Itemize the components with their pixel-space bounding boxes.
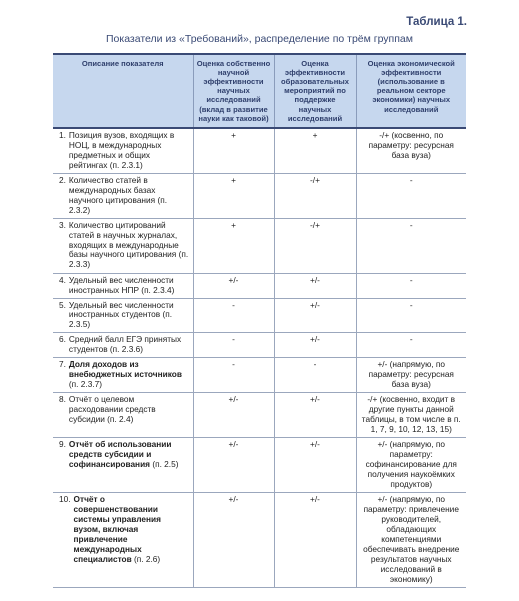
educational-efficiency-mark: -/+ [274,173,356,218]
indicator-description [53,437,193,492]
educational-efficiency-mark: +/- [274,298,356,333]
scientific-efficiency-mark: - [193,358,274,393]
indicator-text-bold: Отчёт об использовании средств субсидии и софинансирования [68,438,172,469]
column-header-educational-efficiency: Оценка эффективности образовательных мероприятий по поддержке научных исследований [274,54,356,128]
indicator-number: 4. [59,274,66,285]
indicator-text [74,495,190,565]
indicator-number: 1. [59,130,66,140]
table-row [53,218,466,273]
indicator-text [69,131,190,171]
indicator-text-plain: Позиция вузов, входящих в НОЦ, в международных предметных и общих рейтингах (п. 2.3.1) [68,130,175,170]
column-header-economic-efficiency: Оценка экономической эффективности (использование в реальном секторе экономики) научных исследований [356,54,466,128]
indicator-reference: (п. 2.3.7) [68,379,103,390]
column-header-scientific-efficiency: Оценка собственно научной эффективности научных исследований (вклад в развитие науки как таковой) [193,54,274,128]
educational-efficiency-mark: +/- [274,437,356,492]
indicator-text-plain: Средний балл ЕГЭ принятых студентов (п. 2.3.6) [68,334,182,355]
table-row [53,333,466,358]
economic-efficiency-mark: - [356,273,466,298]
economic-efficiency-mark: - [356,218,466,273]
scientific-efficiency-mark: + [193,218,274,273]
indicator-text-bold: Доля доходов из внебюджетных источников [68,359,182,380]
indicator-text-plain: Количество цитирований статей в научных журналах, входящих в международные базы научного цитирования (п. 2.3.3) [68,219,189,270]
indicator-description [53,173,193,218]
economic-efficiency-mark: - [356,173,466,218]
table-row [53,273,466,298]
economic-efficiency-mark: +/- (напрямую, по параметру: привлечение руководителей, обладающих компетенциями обеспечивать внедрение результатов научных исследований в экономику) [356,492,466,587]
table-number: Таблица 1. [406,16,467,28]
indicator-description [53,333,193,358]
educational-efficiency-mark: + [274,128,356,173]
indicator-number: 8. [59,394,66,405]
indicator-text [69,360,190,390]
economic-efficiency-mark: - [356,298,466,333]
indicator-number: 6. [59,334,66,345]
educational-efficiency-mark: -/+ [274,218,356,273]
indicator-text [69,176,190,216]
indicator-number: 2. [59,174,66,185]
table-row [53,173,466,218]
indicator-text [69,395,190,425]
table-row [53,437,466,492]
table-header-row [53,54,466,128]
indicator-text [69,440,190,470]
economic-efficiency-mark: -/+ (косвенно, по параметру: ресурсная база вуза) [356,128,466,173]
educational-efficiency-mark: +/- [274,273,356,298]
scientific-efficiency-mark: +/- [193,393,274,438]
indicator-description [53,273,193,298]
indicator-reference: (п. 2.6) [131,553,161,564]
indicator-number: 9. [59,438,66,449]
column-header-description: Описание показателя [53,54,193,128]
indicator-text [69,335,190,355]
educational-efficiency-mark: - [274,358,356,393]
indicator-number: 7. [59,359,66,370]
indicator-description [53,298,193,333]
indicator-reference: (п. 2.5) [150,458,179,469]
educational-efficiency-mark: +/- [274,492,356,587]
indicator-description [53,393,193,438]
indicator-text-bold: Отчёт о совершенствовании системы управления вузом, включая привлечение международных специалистов [73,493,162,564]
indicator-text-plain: Количество статей в международных базах научного цитирования (п. 2.3.2) [68,174,168,215]
scientific-efficiency-mark: + [193,128,274,173]
table-row [53,128,466,173]
indicator-description [53,128,193,173]
table-row [53,358,466,393]
scientific-efficiency-mark: - [193,298,274,333]
educational-efficiency-mark: +/- [274,393,356,438]
table-row [53,393,466,438]
table-row [53,298,466,333]
educational-efficiency-mark: +/- [274,333,356,358]
indicator-text [69,276,190,296]
indicator-text [69,221,190,271]
indicator-description [53,358,193,393]
economic-efficiency-mark: +/- (напрямую, по параметру: ресурсная база вуза) [356,358,466,393]
indicator-number: 5. [59,299,66,310]
indicator-number: 10. [59,493,71,504]
indicator-text-plain: Отчёт о целевом расходовании средств субсидии (п. 2.4) [68,394,156,425]
indicator-description [53,218,193,273]
indicator-number: 3. [59,219,66,230]
scientific-efficiency-mark: - [193,333,274,358]
scientific-efficiency-mark: +/- [193,437,274,492]
table-row [53,492,466,587]
economic-efficiency-mark: +/- (напрямую, по параметру: софинансирование для получения наукоёмких продуктов) [356,437,466,492]
scientific-efficiency-mark: +/- [193,273,274,298]
economic-efficiency-mark: -/+ (косвенно, входит в другие пункты данной таблицы, в том числе в п. 1, 7, 9, 10, 12, 13, 15) [356,393,466,438]
indicators-table [53,53,466,588]
table-caption: Показатели из «Требований», распределение по трём группам [106,33,413,45]
indicator-text-plain: Удельный вес численности иностранных студентов (п. 2.3.5) [68,299,174,330]
indicator-text [69,301,190,331]
scientific-efficiency-mark: +/- [193,492,274,587]
economic-efficiency-mark: - [356,333,466,358]
indicator-description [53,492,193,587]
scientific-efficiency-mark: + [193,173,274,218]
indicator-text-plain: Удельный вес численности иностранных НПР (п. 2.3.4) [68,274,175,295]
